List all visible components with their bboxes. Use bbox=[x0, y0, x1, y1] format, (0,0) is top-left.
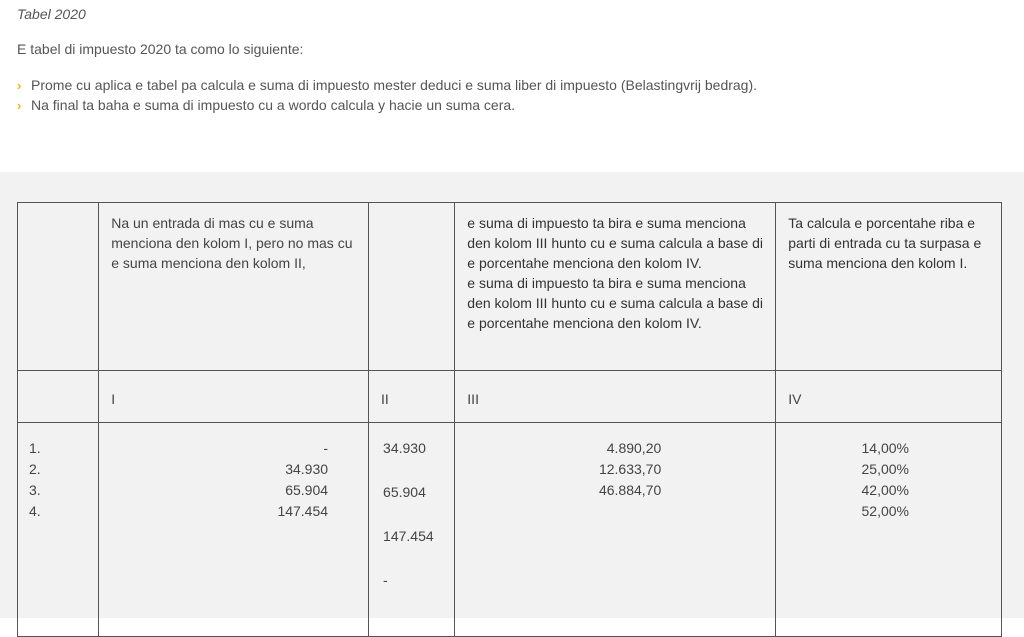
column-label-III: III bbox=[455, 371, 776, 423]
intro-paragraph: E tabel di impuesto 2020 ta como lo siguiente: bbox=[17, 41, 304, 57]
row-numbers-cell bbox=[18, 423, 99, 637]
table-header-row bbox=[18, 203, 1002, 371]
header-col3-text-a: e suma di impuesto ta bira e suma menciona den kolom III hunto cu e suma calcula a base di e porcentahe menciona den kolom IV. bbox=[467, 215, 764, 271]
page-title: Tabel 2020 bbox=[17, 6, 86, 22]
col-IV-value: 42,00% bbox=[861, 482, 909, 498]
column-label-empty bbox=[18, 371, 99, 423]
col-II-value: 34.930 bbox=[383, 440, 426, 456]
col-III-value: 12.633,70 bbox=[598, 461, 662, 477]
chevron-right-icon: › bbox=[17, 98, 22, 113]
header-col3-text-b: e suma di impuesto ta bira e suma menciona den kolom III hunto cu e suma calcula a base di e porcentahe menciona den kolom IV. bbox=[467, 275, 764, 331]
col-IV-value: 25,00% bbox=[861, 461, 909, 477]
row-number: 1. bbox=[29, 440, 41, 456]
col-II-value: 65.904 bbox=[383, 484, 426, 500]
col-I-value: - bbox=[323, 440, 329, 456]
col-III-cell bbox=[455, 423, 776, 637]
col-IV-value: 52,00% bbox=[861, 503, 909, 519]
row-number: 2. bbox=[29, 461, 41, 477]
bullet-text: Prome cu aplica e tabel pa calcula e suma di impuesto mester deduci e suma liber di impuesto (Belastingvrij bedrag). bbox=[31, 77, 758, 93]
column-label-row bbox=[18, 371, 1002, 423]
table-data-row bbox=[18, 423, 1002, 637]
list-item bbox=[17, 95, 757, 115]
col-IV-cell bbox=[776, 423, 1002, 637]
col-II-cell bbox=[369, 423, 455, 637]
column-label-IV: IV bbox=[776, 371, 1002, 423]
col-II-value: 147.454 bbox=[383, 528, 434, 544]
chevron-right-icon: › bbox=[17, 78, 22, 93]
header-col4-text: Ta calcula e porcentahe riba e parti di entrada cu ta surpasa e suma menciona den kolom I. bbox=[788, 215, 982, 271]
column-label-II: II bbox=[369, 371, 455, 423]
col-I-value: 65.904 bbox=[285, 482, 329, 498]
bullet-list bbox=[17, 75, 757, 115]
col-I-cell bbox=[99, 423, 369, 637]
header-cell-empty bbox=[18, 203, 99, 371]
header-cell-col3 bbox=[455, 203, 776, 371]
header-cell-col2 bbox=[369, 203, 455, 371]
tax-table bbox=[17, 202, 1002, 637]
header-cell-col4 bbox=[776, 203, 1002, 371]
col-IV-value: 14,00% bbox=[861, 440, 909, 456]
row-number: 3. bbox=[29, 482, 41, 498]
col-III-value: 4.890,20 bbox=[606, 440, 662, 456]
row-number: 4. bbox=[29, 503, 41, 519]
column-label-I: I bbox=[99, 371, 369, 423]
col-III-value: 46.884,70 bbox=[598, 482, 662, 498]
col-I-value: 34.930 bbox=[285, 461, 329, 477]
list-item bbox=[17, 75, 757, 95]
col-I-value: 147.454 bbox=[277, 503, 329, 519]
bullet-text: Na final ta baha e suma di impuesto cu a wordo calcula y hacie un suma cera. bbox=[31, 97, 516, 113]
col-II-value: - bbox=[383, 572, 388, 588]
header-cell-col1: Na un entrada di mas cu e suma menciona den kolom I, pero no mas cu e suma menciona den kolom II, bbox=[99, 203, 369, 371]
